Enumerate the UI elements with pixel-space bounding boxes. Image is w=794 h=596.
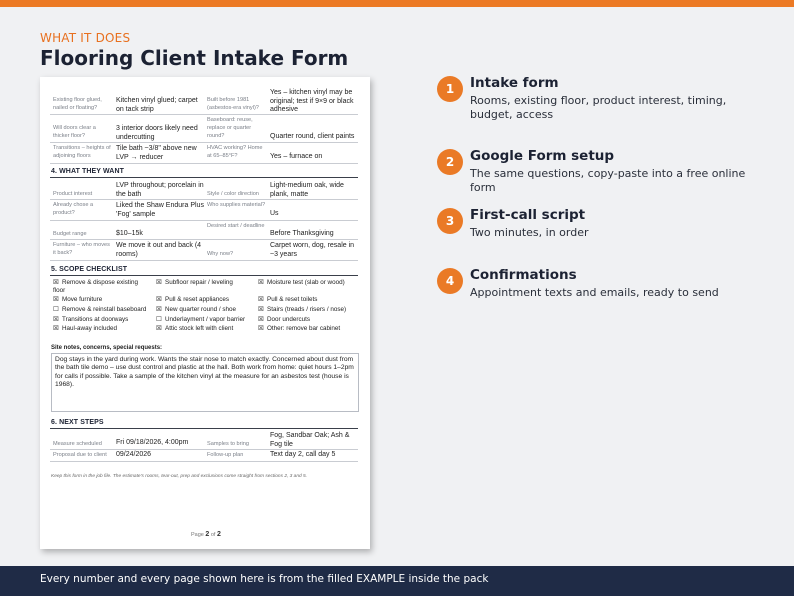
field-value: We move it out and back (4 rooms) bbox=[116, 242, 202, 258]
field-label: Samples to bring bbox=[207, 441, 249, 447]
checkbox-icon: ☐ bbox=[53, 306, 59, 313]
step-number-badge: 2 bbox=[437, 149, 463, 175]
checklist-item: ☒ Pull & reset appliances bbox=[156, 296, 230, 303]
field-label: HVAC working? Home at 65–85°F? bbox=[207, 145, 263, 159]
eyebrow-label: WHAT IT DOES bbox=[40, 31, 131, 45]
top-accent-bar bbox=[0, 0, 794, 7]
checklist-item: ☒ Move furniture bbox=[53, 296, 103, 303]
section-heading: 5. SCOPE CHECKLIST bbox=[51, 266, 128, 273]
row-divider bbox=[50, 142, 358, 143]
checkbox-icon: ☒ bbox=[156, 296, 162, 303]
step-description: The same questions, copy-paste into a free online form bbox=[470, 167, 746, 194]
checkbox-icon: ☒ bbox=[156, 306, 162, 313]
row-divider bbox=[50, 114, 358, 115]
checkbox-icon: ☒ bbox=[258, 316, 264, 323]
field-value: LVP throughout; porcelain in the bath bbox=[116, 182, 204, 198]
page-title: Flooring Client Intake Form bbox=[40, 46, 349, 70]
section-heading: 6. NEXT STEPS bbox=[51, 419, 104, 426]
field-value: Yes – furnace on bbox=[270, 153, 323, 160]
field-label: Desired start / deadline bbox=[207, 223, 265, 229]
field-value: Liked the Shaw Endura Plus 'Fog' sample bbox=[116, 202, 204, 218]
checkbox-icon: ☒ bbox=[53, 316, 59, 323]
checklist-item: ☐ Remove & reinstall baseboard bbox=[53, 306, 147, 313]
row-divider bbox=[50, 220, 358, 221]
step-number-badge: 1 bbox=[437, 76, 463, 102]
field-label: Proposal due to client bbox=[53, 452, 107, 458]
checklist-item: ☒ New quarter round / shoe bbox=[156, 306, 237, 313]
section-rule bbox=[50, 275, 358, 276]
field-label: Product interest bbox=[53, 191, 93, 197]
checklist-item: ☒ Haul-away included bbox=[53, 325, 117, 332]
field-label: Already chose a product? bbox=[53, 202, 94, 216]
checklist-item: ☒ Attic stock left with client bbox=[156, 325, 234, 332]
field-label: Style / color direction bbox=[207, 191, 259, 197]
field-label: Built before 1981 (asbestos-era vinyl)? bbox=[207, 97, 259, 111]
field-label: Why now? bbox=[207, 251, 234, 257]
checklist-item: ☒ Pull & reset toilets bbox=[258, 296, 318, 303]
field-label: Budget range bbox=[53, 231, 87, 237]
field-value: Yes – kitchen vinyl may be original; test if 9×9 or black adhesive bbox=[270, 89, 354, 113]
field-label: Will doors clear a thicker floor? bbox=[53, 125, 96, 139]
step-number-badge: 4 bbox=[437, 268, 463, 294]
checklist-item: ☒ Door undercuts bbox=[258, 316, 311, 323]
step-title: First-call script bbox=[470, 207, 586, 223]
checklist-item-continued: floor bbox=[53, 287, 66, 294]
section-rule bbox=[50, 177, 358, 178]
checkbox-icon: ☒ bbox=[258, 325, 264, 332]
field-label: Who supplies material? bbox=[207, 202, 266, 208]
checkbox-icon: ☒ bbox=[156, 325, 162, 332]
site-notes-box: Dog stays in the yard during work. Wants the stair nose to match exactly. Concerned about dust from the bath tile demo – use dust control and plastic at the hall. Both work from home: quiet hours 1–2pm for calls if possible. Take a sample of the kitchen vinyl at the measure for an asbestos test (house is 1968). bbox=[51, 353, 359, 412]
notes-label: Site notes, concerns, special requests: bbox=[51, 345, 163, 351]
field-label: Follow-up plan bbox=[207, 452, 244, 458]
form-page-preview bbox=[40, 77, 370, 549]
step-description: Rooms, existing floor, product interest, timing, budget, access bbox=[470, 94, 727, 121]
step-title: Google Form setup bbox=[470, 148, 615, 164]
checklist-item: ☒ Other: remove bar cabinet bbox=[258, 325, 341, 332]
field-value: 3 interior doors likely need undercutting bbox=[116, 125, 198, 141]
field-value: Fog, Sandbar Oak; Ash & Fog tile bbox=[270, 432, 350, 448]
step-title: Confirmations bbox=[470, 267, 577, 283]
checkbox-icon: ☒ bbox=[258, 296, 264, 303]
field-label: Existing floor glued, nailed or floating? bbox=[53, 97, 102, 111]
field-value: Us bbox=[270, 210, 279, 217]
field-value: Quarter round, client paints bbox=[270, 133, 355, 140]
checklist-item: ☐ Underlayment / vapor barrier bbox=[156, 316, 246, 323]
checkbox-icon: ☒ bbox=[156, 279, 162, 286]
field-label: Transitions – heights of adjoining floors bbox=[53, 145, 111, 159]
page-number: Page 2 of 2 bbox=[191, 531, 221, 538]
checkbox-icon: ☒ bbox=[53, 279, 59, 286]
field-value: Fri 09/18/2026, 4:00pm bbox=[116, 439, 189, 446]
checkbox-icon: ☐ bbox=[156, 316, 162, 323]
checkbox-icon: ☒ bbox=[258, 279, 264, 286]
step-description: Appointment texts and emails, ready to send bbox=[470, 286, 719, 299]
field-value: Kitchen vinyl glued; carpet on tack strip bbox=[116, 97, 198, 113]
field-value: $10–15k bbox=[116, 230, 143, 237]
footer-banner bbox=[0, 566, 794, 596]
checklist-item: ☒ Transitions at doorways bbox=[53, 316, 129, 323]
checklist-item: ☒ Remove & dispose existing bbox=[53, 279, 138, 286]
step-title: Intake form bbox=[470, 75, 559, 91]
step-description: Two minutes, in order bbox=[470, 226, 589, 239]
field-value: Before Thanksgiving bbox=[270, 230, 334, 237]
checkbox-icon: ☒ bbox=[258, 306, 264, 313]
field-label: Baseboard: reuse, replace or quarter round? bbox=[207, 117, 253, 139]
field-value: Tile bath ~3/8" above new LVP → reducer bbox=[116, 145, 197, 161]
field-label: Measure scheduled bbox=[53, 441, 102, 447]
section-heading: 4. WHAT THEY WANT bbox=[51, 168, 124, 175]
field-value: 09/24/2026 bbox=[116, 451, 152, 458]
checklist-item: ☒ Moisture test (slab or wood) bbox=[258, 279, 345, 286]
checkbox-icon: ☒ bbox=[53, 296, 59, 303]
section-rule bbox=[50, 428, 358, 429]
checkbox-icon: ☒ bbox=[53, 325, 59, 332]
row-divider bbox=[50, 199, 358, 200]
step-number-badge: 3 bbox=[437, 208, 463, 234]
row-divider bbox=[50, 260, 358, 261]
form-footnote: Keep this form in the job file. The estimate's rooms, tear-out, prep and exclusions come straight from sections 2, 3 and 5. bbox=[51, 474, 307, 479]
checklist-item: ☒ Stairs (treads / risers / nose) bbox=[258, 306, 347, 313]
row-divider bbox=[50, 461, 358, 462]
field-value: Carpet worn, dog, resale in ~3 years bbox=[270, 242, 355, 258]
field-label: Furniture – who moves it back? bbox=[53, 242, 110, 256]
row-divider bbox=[50, 449, 358, 450]
row-divider bbox=[50, 163, 358, 164]
field-value: Light-medium oak, wide plank, matte bbox=[270, 182, 344, 198]
checklist-item: ☒ Subfloor repair / leveling bbox=[156, 279, 233, 286]
row-divider bbox=[50, 239, 358, 240]
field-value: Text day 2, call day 5 bbox=[270, 451, 336, 458]
footer-text: Every number and every page shown here is from the filled EXAMPLE inside the pack bbox=[40, 573, 489, 585]
